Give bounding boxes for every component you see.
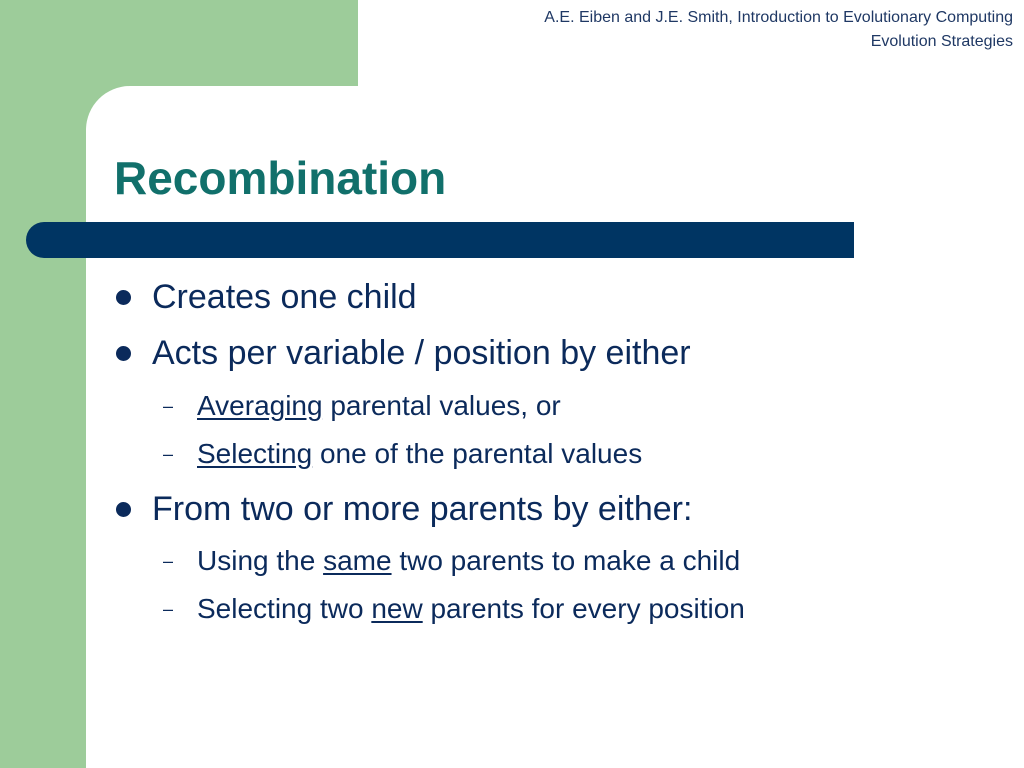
underlined-term: Selecting (197, 438, 313, 469)
bullet-dot-icon (116, 346, 131, 361)
dash-icon: – (163, 396, 174, 416)
bullet-item: From two or more parents by either: (152, 490, 693, 528)
sub-bullet-text: parents for every position (422, 593, 745, 624)
sub-bullet-text: parental values, or (322, 390, 561, 421)
sub-bullet-text: two parents to make a child (391, 545, 741, 576)
header-note (544, 6, 1013, 54)
sub-bullet-text: Using the (197, 545, 324, 576)
header-line-2: Evolution Strategies (870, 33, 1013, 50)
bullet-dot-icon (116, 502, 131, 517)
bullet-dot-icon (116, 290, 131, 305)
underlined-term: same (323, 545, 392, 576)
sub-bullet-item (197, 544, 740, 578)
slide-title: Recombination (114, 152, 447, 204)
dash-icon: – (163, 444, 174, 464)
sub-bullet-item (197, 592, 745, 626)
dash-icon: – (163, 551, 174, 571)
underlined-term: new (371, 593, 423, 624)
dash-icon: – (163, 599, 174, 619)
bullet-item: Creates one child (152, 278, 417, 316)
sub-bullet-item (197, 437, 642, 471)
sub-bullet-text: one of the parental values (312, 438, 643, 469)
header-line-1: A.E. Eiben and J.E. Smith, Introduction to Evolutionary Computing (544, 9, 1013, 26)
bullet-item: Acts per variable / position by either (152, 334, 691, 372)
sub-bullet-text: Selecting two (197, 593, 372, 624)
underlined-term: Averaging (197, 390, 323, 421)
sub-bullet-item (197, 389, 561, 423)
title-underline-bar (26, 222, 854, 258)
